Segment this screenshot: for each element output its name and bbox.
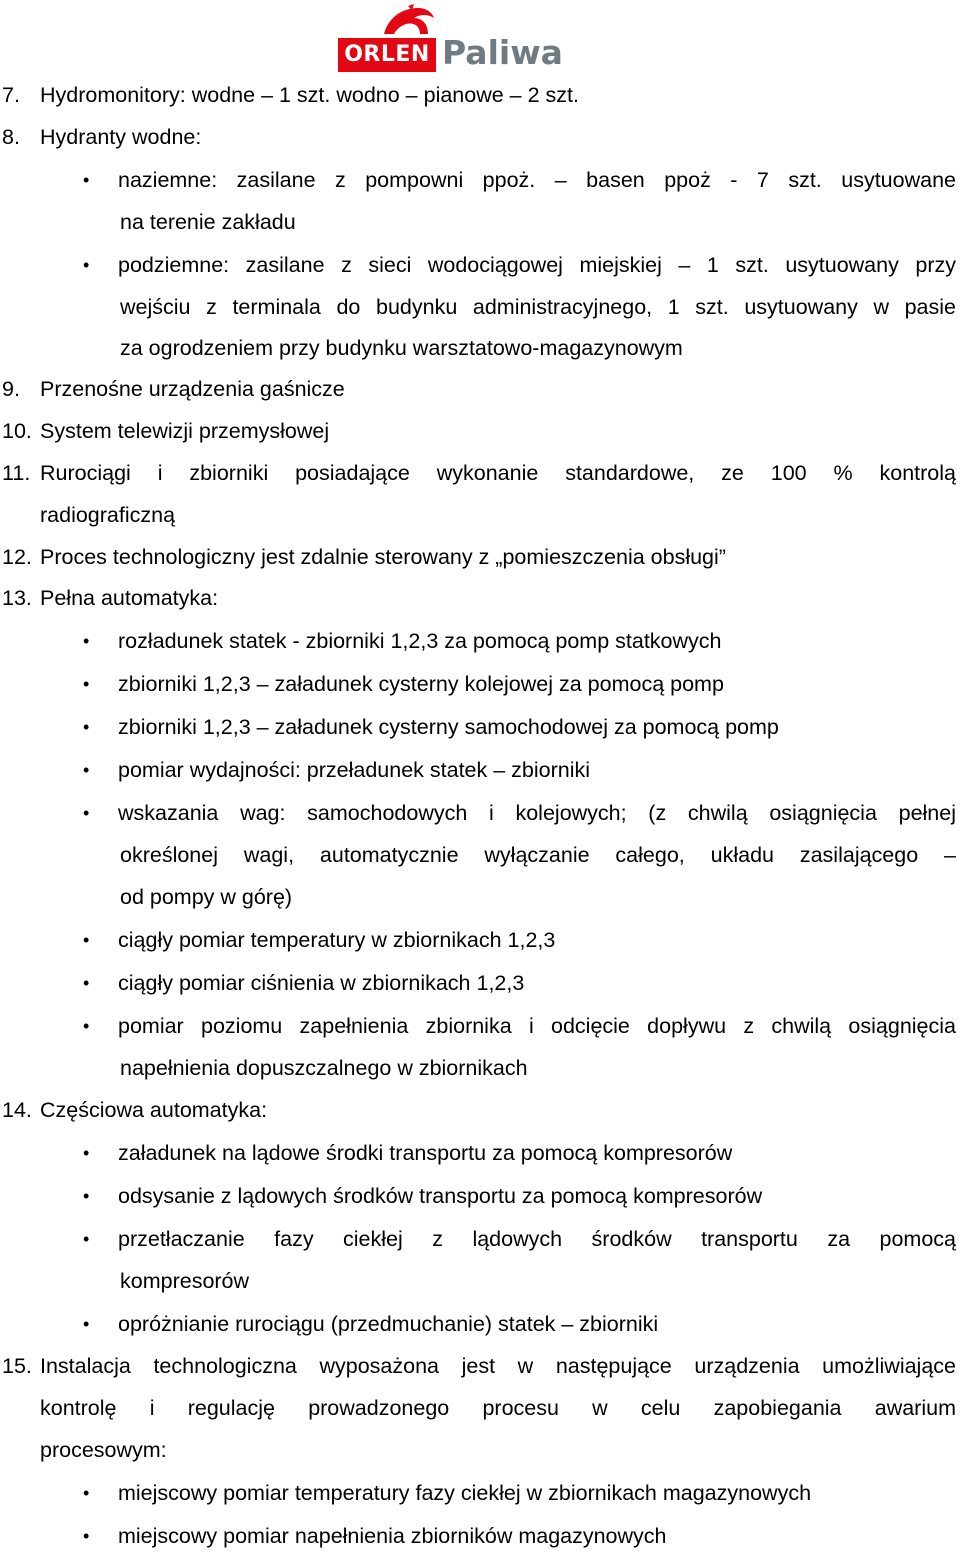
- item-text: Instalacja technologiczna wyposażona jest w następujące urządzenia umożliwiające: [40, 1354, 956, 1378]
- item-text: Przenośne urządzenia gaśnicze: [40, 377, 345, 401]
- bullet-text: na terenie zakładu: [120, 210, 296, 234]
- bullet-text: ciągły pomiar temperatury w zbiornikach 1,2,3: [118, 928, 556, 952]
- bullet-icon: •: [83, 1143, 90, 1163]
- bullet-text: zbiorniki 1,2,3 – załadunek cysterny kolejowej za pomocą pomp: [118, 672, 724, 696]
- item-number: 13.: [2, 586, 32, 610]
- bullet-icon: •: [83, 1016, 90, 1036]
- bullet-text: pomiar poziomu zapełnienia zbiornika i odcięcie dopływu z chwilą osiągnięcia: [118, 1014, 956, 1038]
- bullet-text: miejscowy pomiar temperatury fazy ciekłej w zbiornikach magazynowych: [118, 1481, 812, 1505]
- bullet-icon: •: [83, 760, 90, 780]
- bullet-text: załadunek na lądowe środki transportu za pomocą kompresorów: [118, 1141, 733, 1165]
- bullet-text: podziemne: zasilane z sieci wodociągowej miejskiej – 1 szt. usytuowany przy: [118, 253, 956, 277]
- bullet-text: odsysanie z lądowych środków transportu za pomocą kompresorów: [118, 1184, 763, 1208]
- bullet-text: za ogrodzeniem przy budynku warsztatowo-magazynowym: [120, 336, 683, 360]
- bullet-text: zbiorniki 1,2,3 – załadunek cysterny samochodowej za pomocą pomp: [118, 715, 779, 739]
- bullet-text: opróżnianie rurociągu (przedmuchanie) statek – zbiorniki: [118, 1312, 659, 1336]
- logo-product-text: Paliwa: [442, 33, 563, 72]
- bullet-icon: •: [83, 674, 90, 694]
- bullet-icon: •: [83, 1314, 90, 1334]
- item-text: Częściowa automatyka:: [40, 1098, 268, 1122]
- logo-brand-text: ORLEN: [338, 38, 436, 72]
- item-text: Proces technologiczny jest zdalnie sterowany z „pomieszczenia obsługi”: [40, 545, 726, 569]
- bullet-text: wejściu z terminala do budynku administracyjnego, 1 szt. usytuowany w pasie: [120, 295, 956, 319]
- item-text: kontrolę i regulację prowadzonego procesu w celu zapobiegania awarium: [40, 1396, 956, 1420]
- item-number: 8.: [2, 125, 20, 149]
- bullet-text: rozładunek statek - zbiorniki 1,2,3 za pomocą pomp statkowych: [118, 629, 722, 653]
- bullet-text: przetłaczanie fazy ciekłej z lądowych środków transportu za pomocą: [118, 1227, 956, 1251]
- bullet-text: określonej wagi, automatycznie wyłączanie całego, układu zasilającego –: [120, 843, 956, 867]
- item-text: Hydranty wodne:: [40, 125, 202, 149]
- item-text: Pełna automatyka:: [40, 586, 219, 610]
- bullet-icon: •: [83, 631, 90, 651]
- bullet-icon: •: [83, 170, 90, 190]
- bullet-text: kompresorów: [120, 1269, 250, 1293]
- bullet-icon: •: [83, 1483, 90, 1503]
- bullet-text: od pompy w górę): [120, 885, 293, 909]
- item-text: radiograficzną: [40, 503, 176, 527]
- item-number: 9.: [2, 377, 20, 401]
- bullet-icon: •: [83, 930, 90, 950]
- bullet-icon: •: [83, 1229, 90, 1249]
- bullet-text: miejscowy pomiar napełnienia zbiorników magazynowych: [118, 1524, 667, 1548]
- item-number: 12.: [2, 545, 32, 569]
- bullet-text: ciągły pomiar ciśnienia w zbiornikach 1,2,3: [118, 971, 525, 995]
- bullet-text: wskazania wag: samochodowych i kolejowych; (z chwilą osiągnięcia pełnej: [118, 801, 956, 825]
- bullet-icon: •: [83, 1186, 90, 1206]
- bullet-text: napełnienia dopuszczalnego w zbiornikach: [120, 1056, 528, 1080]
- item-number: 11.: [2, 461, 31, 485]
- item-number: 7.: [2, 83, 20, 107]
- bullet-text: naziemne: zasilane z pompowni ppoż. – basen ppoż - 7 szt. usytuowane: [118, 168, 956, 192]
- orlen-paliwa-logo: [338, 4, 568, 70]
- item-number: 15.: [2, 1354, 32, 1378]
- item-text: Rurociągi i zbiorniki posiadające wykonanie standardowe, ze 100 % kontrolą: [40, 461, 956, 485]
- bullet-icon: •: [83, 803, 90, 823]
- item-number: 14.: [2, 1098, 32, 1122]
- bullet-text: pomiar wydajności: przeładunek statek – zbiorniki: [118, 758, 591, 782]
- item-text: System telewizji przemysłowej: [40, 419, 330, 443]
- item-text: Hydromonitory: wodne – 1 szt. wodno – pianowe – 2 szt.: [40, 83, 579, 107]
- bullet-icon: •: [83, 973, 90, 993]
- item-text: procesowym:: [40, 1438, 167, 1462]
- bullet-icon: •: [83, 255, 90, 275]
- bullet-icon: •: [83, 717, 90, 737]
- bullet-icon: •: [83, 1526, 90, 1546]
- item-number: 10.: [2, 419, 32, 443]
